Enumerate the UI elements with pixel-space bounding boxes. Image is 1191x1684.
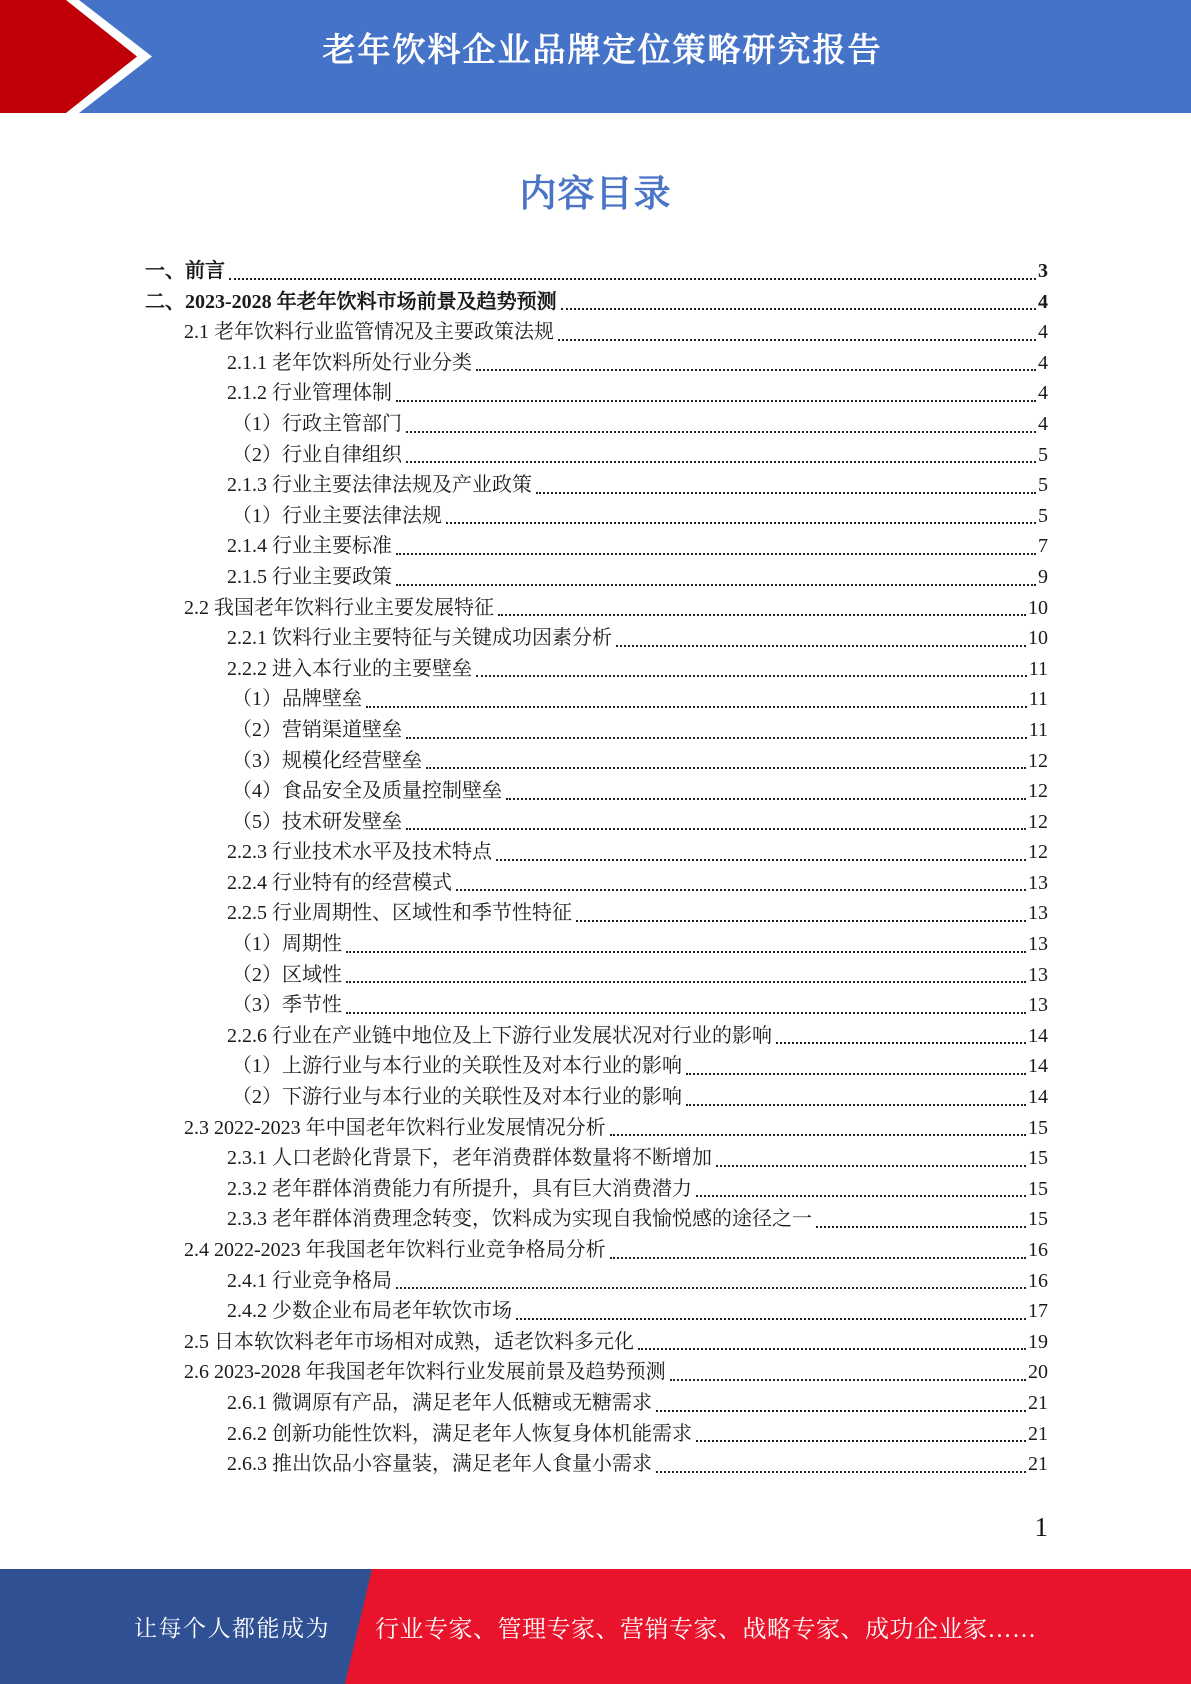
toc-dot-leader: [476, 348, 1036, 372]
toc-entry[interactable]: [145, 684, 1048, 715]
toc-entry-label: （2）营销渠道壁垒: [232, 718, 402, 741]
footer-slogan-left: 让每个人都能成为: [134, 1616, 330, 1641]
toc-entry-page: 13: [1028, 933, 1048, 956]
toc-entry[interactable]: [145, 868, 1048, 899]
toc-entry[interactable]: [145, 1327, 1048, 1358]
toc-entry[interactable]: [145, 1051, 1048, 1082]
toc-dot-leader: [396, 1266, 1026, 1290]
toc-dot-leader: [610, 1113, 1026, 1137]
toc-entry-page: 21: [1028, 1391, 1048, 1414]
toc-entry-page: 13: [1028, 871, 1048, 894]
toc-entry-label: 2.3 2022-2023 年中国老年饮料行业发展情况分析: [184, 1116, 606, 1139]
toc-dot-leader: [496, 837, 1026, 861]
footer-banner: [0, 1569, 1191, 1684]
toc-entry-page: 7: [1038, 535, 1048, 558]
toc-entry-page: 15: [1028, 1208, 1048, 1231]
toc-entry-page: 14: [1028, 1055, 1048, 1078]
toc-entry-label: 2.1 老年饮料行业监管情况及主要政策法规: [184, 321, 554, 344]
toc-dot-leader: [516, 1296, 1026, 1320]
toc-entry-label: （1）上游行业与本行业的关联性及对本行业的影响: [232, 1055, 682, 1078]
toc-entry[interactable]: [145, 593, 1048, 624]
toc-entry-page: 4: [1038, 351, 1048, 374]
toc-dot-leader: [816, 1204, 1026, 1228]
toc-dot-leader: [406, 409, 1036, 433]
toc-dot-leader: [456, 868, 1026, 892]
toc-entry[interactable]: [145, 1449, 1048, 1480]
toc-entry-label: （2）区域性: [232, 963, 342, 986]
toc-entry-label: 2.2.4 行业特有的经营模式: [227, 871, 452, 894]
toc-entry-page: 16: [1028, 1269, 1048, 1292]
toc-entry-page: 13: [1028, 994, 1048, 1017]
toc-entry-page: 19: [1028, 1330, 1048, 1353]
toc-entry-page: 15: [1028, 1147, 1048, 1170]
toc-entry[interactable]: [145, 837, 1048, 868]
toc-entry-label: （1）行业主要法律法规: [232, 504, 442, 527]
toc-entry-label: 2.5 日本软饮料老年市场相对成熟，适老饮料多元化: [184, 1330, 634, 1353]
toc-entry-page: 21: [1028, 1422, 1048, 1445]
toc-entry-label: （3）季节性: [232, 994, 342, 1017]
toc-dot-leader: [476, 654, 1027, 678]
toc-entry[interactable]: [145, 1266, 1048, 1297]
toc-entry[interactable]: [145, 1388, 1048, 1419]
toc-entry-page: 14: [1028, 1024, 1048, 1047]
toc-entry-label: 二、2023-2028 年老年饮料市场前景及趋势预测: [145, 290, 557, 313]
toc-dot-leader: [396, 562, 1036, 586]
toc-entry[interactable]: [145, 776, 1048, 807]
toc-entry-label: 2.4.1 行业竞争格局: [227, 1269, 392, 1292]
toc-entry-label: 一、前言: [145, 260, 225, 282]
toc-dot-leader: [670, 1357, 1026, 1381]
toc-entry-page: 3: [1038, 260, 1048, 282]
toc-entry[interactable]: [145, 409, 1048, 440]
toc-entry-label: 2.2.5 行业周期性、区域性和季节性特征: [227, 902, 572, 925]
toc-dot-leader: [446, 501, 1036, 525]
toc-dot-leader: [716, 1143, 1026, 1167]
toc-dot-leader: [498, 593, 1026, 617]
toc-entry-page: 11: [1028, 718, 1048, 741]
toc-entry[interactable]: [145, 623, 1048, 654]
toc-entry-page: 5: [1038, 504, 1048, 527]
toc-entry-label: 2.2.3 行业技术水平及技术特点: [227, 841, 492, 864]
toc-dot-leader: [346, 929, 1026, 953]
toc-dot-leader: [656, 1449, 1026, 1473]
toc-dot-leader: [366, 684, 1027, 708]
toc-dot-leader: [426, 746, 1026, 770]
toc-dot-leader: [561, 287, 1036, 311]
toc-dot-leader: [638, 1327, 1026, 1351]
toc-entry-label: 2.6.1 微调原有产品，满足老年人低糖或无糖需求: [227, 1391, 652, 1414]
toc-entry-page: 5: [1038, 443, 1048, 466]
toc-dot-leader: [576, 898, 1026, 922]
toc-entry[interactable]: [145, 1174, 1048, 1205]
toc-entry-page: 15: [1028, 1177, 1048, 1200]
toc-entry-label: 2.1.2 行业管理体制: [227, 382, 392, 405]
toc-entry-label: 2.1.4 行业主要标准: [227, 535, 392, 558]
toc-entry[interactable]: [145, 1357, 1048, 1388]
toc-entry[interactable]: [145, 746, 1048, 777]
toc-dot-leader: [686, 1082, 1026, 1106]
toc-entry-page: 4: [1038, 321, 1048, 344]
toc-entry-page: 20: [1028, 1361, 1048, 1384]
page-number: 1: [1034, 1512, 1048, 1542]
toc-entry-page: 12: [1028, 780, 1048, 803]
toc-entry-label: 2.1.5 行业主要政策: [227, 565, 392, 588]
toc-entry-page: 11: [1028, 688, 1048, 711]
toc-entry-page: 21: [1028, 1453, 1048, 1476]
toc-dot-leader: [396, 531, 1036, 555]
toc-entry[interactable]: [145, 990, 1048, 1021]
toc-entry-page: 4: [1038, 290, 1048, 313]
toc-dot-leader: [346, 960, 1026, 984]
toc-entry[interactable]: [145, 960, 1048, 991]
toc-entry[interactable]: [145, 1235, 1048, 1266]
toc-entry-label: 2.2 我国老年饮料行业主要发展特征: [184, 596, 494, 619]
toc-entry-page: 15: [1028, 1116, 1048, 1139]
red-chevron-arrow-icon: [0, 0, 160, 113]
toc-dot-leader: [776, 1021, 1026, 1045]
toc-entry-label: 2.2.1 饮料行业主要特征与关键成功因素分析: [227, 627, 612, 650]
toc-entry[interactable]: [145, 287, 1048, 318]
toc-entry-page: 17: [1028, 1300, 1048, 1323]
toc-dot-leader: [346, 990, 1026, 1014]
toc-entry-page: 10: [1028, 627, 1048, 650]
toc-entry-label: 2.6 2023-2028 年我国老年饮料行业发展前景及趋势预测: [184, 1361, 666, 1384]
toc-entry[interactable]: [145, 440, 1048, 471]
toc-entry[interactable]: [145, 654, 1048, 685]
toc-entry-label: （1）品牌壁垒: [232, 688, 362, 711]
report-title: 老年饮料企业品牌定位策略研究报告: [322, 31, 883, 68]
toc-entry-page: 9: [1038, 565, 1048, 588]
toc-entry[interactable]: [145, 1113, 1048, 1144]
toc-title: 内容目录: [519, 174, 672, 215]
footer-slogan-right: 行业专家、管理专家、营销专家、战略专家、成功企业家……: [375, 1617, 1037, 1643]
toc-entry[interactable]: [145, 715, 1048, 746]
toc-entry-label: 2.6.2 创新功能性饮料，满足老年人恢复身体机能需求: [227, 1422, 692, 1445]
toc-entry-label: 2.3.1 人口老龄化背景下，老年消费群体数量将不断增加: [227, 1147, 712, 1170]
toc-entry[interactable]: [145, 1021, 1048, 1052]
toc-entry-label: 2.2.6 行业在产业链中地位及上下游行业发展状况对行业的影响: [227, 1024, 772, 1047]
toc-list: [145, 256, 1048, 1480]
toc-dot-leader: [616, 623, 1026, 647]
toc-dot-leader: [696, 1419, 1026, 1443]
toc-entry[interactable]: [145, 562, 1048, 593]
toc-dot-leader: [396, 378, 1036, 402]
toc-entry-label: 2.4 2022-2023 年我国老年饮料行业竞争格局分析: [184, 1239, 606, 1261]
toc-entry-page: 4: [1038, 412, 1048, 435]
toc-entry[interactable]: [145, 1082, 1048, 1113]
toc-dot-leader: [506, 776, 1026, 800]
toc-entry-label: （3）规模化经营壁垒: [232, 749, 422, 772]
toc-entry-page: 5: [1038, 474, 1048, 497]
toc-dot-leader: [656, 1388, 1026, 1412]
toc-entry-page: 12: [1028, 749, 1048, 772]
toc-dot-leader: [229, 256, 1036, 280]
toc-entry-label: 2.3.3 老年群体消费理念转变，饮料成为实现自我愉悦感的途径之一: [227, 1208, 812, 1231]
toc-entry-page: 12: [1028, 810, 1048, 833]
toc-entry-page: 14: [1028, 1086, 1048, 1109]
toc-entry[interactable]: [145, 256, 1048, 287]
toc-entry[interactable]: [145, 470, 1048, 501]
toc-entry-label: （5）技术研发壁垒: [232, 810, 402, 833]
toc-entry[interactable]: [145, 378, 1048, 409]
toc-entry-label: （1）周期性: [232, 933, 342, 956]
toc-dot-leader: [558, 317, 1036, 341]
toc-entry-label: 2.1.3 行业主要法律法规及产业政策: [227, 474, 532, 497]
toc-entry[interactable]: [145, 531, 1048, 562]
toc-entry-page: 13: [1028, 902, 1048, 925]
toc-entry-label: （2）行业自律组织: [232, 443, 402, 466]
toc-dot-leader: [610, 1235, 1026, 1259]
toc-entry[interactable]: [145, 807, 1048, 838]
toc-entry-page: 16: [1028, 1239, 1048, 1261]
toc-entry-page: 10: [1028, 596, 1048, 619]
header-banner: [0, 0, 1191, 113]
toc-dot-leader: [406, 807, 1026, 831]
toc-dot-leader: [686, 1051, 1026, 1075]
toc-entry[interactable]: [145, 348, 1048, 379]
toc-entry-label: （1）行政主管部门: [232, 412, 402, 435]
toc-entry-page: 12: [1028, 841, 1048, 864]
toc-entry-page: 4: [1038, 382, 1048, 405]
toc-entry[interactable]: [145, 898, 1048, 929]
toc-entry[interactable]: [145, 501, 1048, 532]
toc-dot-leader: [536, 470, 1036, 494]
toc-entry-label: 2.4.2 少数企业布局老年软饮市场: [227, 1300, 512, 1323]
toc-dot-leader: [406, 715, 1027, 739]
toc-entry-label: 2.6.3 推出饮品小容量装，满足老年人食量小需求: [227, 1453, 652, 1476]
toc-dot-leader: [696, 1174, 1026, 1198]
toc-entry-label: （2）下游行业与本行业的关联性及对本行业的影响: [232, 1086, 682, 1109]
toc-entry[interactable]: [145, 1296, 1048, 1327]
toc-entry[interactable]: [145, 317, 1048, 348]
toc-entry-page: 13: [1028, 963, 1048, 986]
toc-entry[interactable]: [145, 929, 1048, 960]
toc-entry-label: （4）食品安全及质量控制壁垒: [232, 780, 502, 803]
toc-entry[interactable]: [145, 1419, 1048, 1450]
toc-dot-leader: [406, 440, 1036, 464]
toc-entry-page: 11: [1028, 657, 1048, 680]
toc-entry-label: 2.3.2 老年群体消费能力有所提升，具有巨大消费潜力: [227, 1177, 692, 1200]
toc-entry[interactable]: [145, 1143, 1048, 1174]
toc-entry-label: 2.1.1 老年饮料所处行业分类: [227, 351, 472, 374]
toc-entry-label: 2.2.2 进入本行业的主要壁垒: [227, 657, 472, 680]
toc-entry[interactable]: [145, 1204, 1048, 1235]
